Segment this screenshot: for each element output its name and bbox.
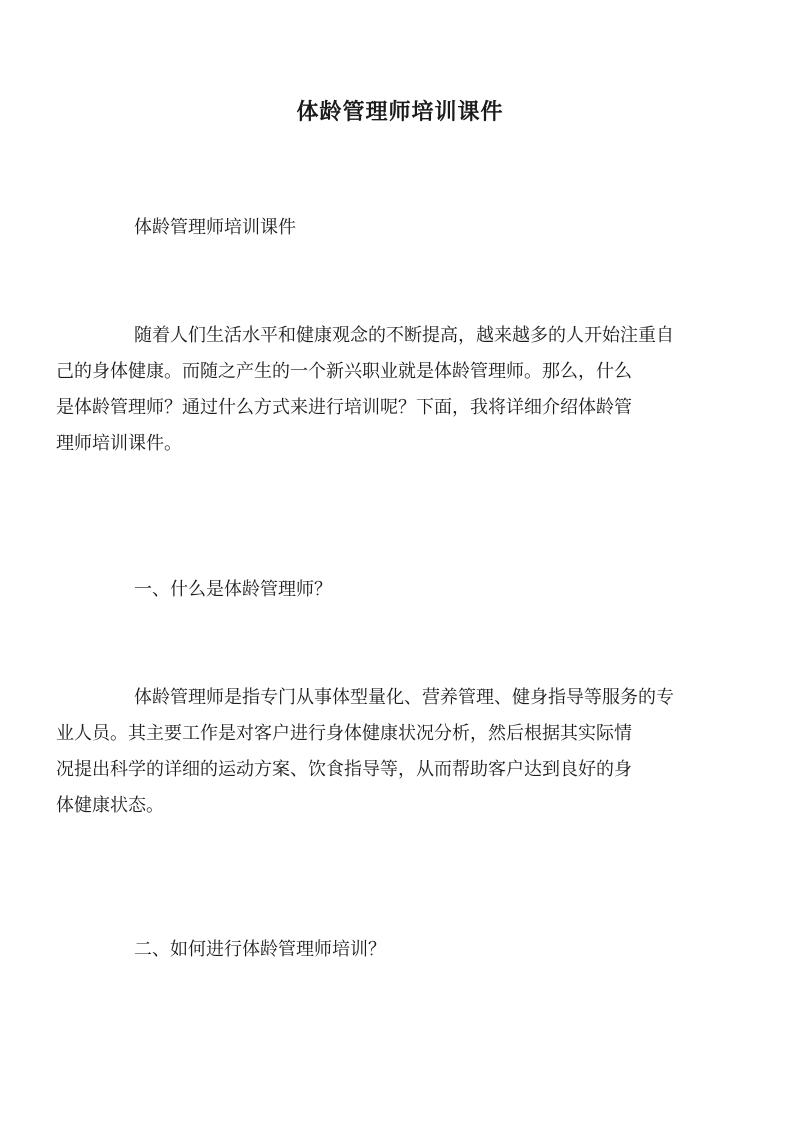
paragraph-line: 己的身体健康。而随之产生的一个新兴职业就是体龄管理师。那么，什么	[56, 361, 632, 382]
section-heading-1: 一、什么是体龄管理师？	[134, 579, 332, 600]
paragraph-line: 体龄管理师是指专门从事体型量化、营养管理、健身指导等服务的专	[134, 687, 674, 708]
intro-paragraph	[56, 318, 705, 462]
paragraph-line: 体健康状态。	[56, 795, 164, 816]
paragraph-line: 是体龄管理师？通过什么方式来进行培训呢？下面，我将详细介绍体龄管	[56, 397, 632, 418]
paragraph-line: 理师培训课件。	[56, 433, 182, 454]
paragraph-line: 况提出科学的详细的运动方案、饮食指导等，从而帮助客户达到良好的身	[56, 759, 632, 780]
document-title: 体龄管理师培训课件	[296, 99, 504, 125]
section1-paragraph	[56, 680, 705, 824]
section-heading-2: 二、如何进行体龄管理师培训？	[134, 939, 386, 960]
document-subtitle: 体龄管理师培训课件	[134, 217, 296, 238]
paragraph-line: 业人员。其主要工作是对客户进行身体健康状况分析，然后根据其实际情	[56, 723, 632, 744]
paragraph-line: 随着人们生活水平和健康观念的不断提高，越来越多的人开始注重自	[134, 325, 674, 346]
